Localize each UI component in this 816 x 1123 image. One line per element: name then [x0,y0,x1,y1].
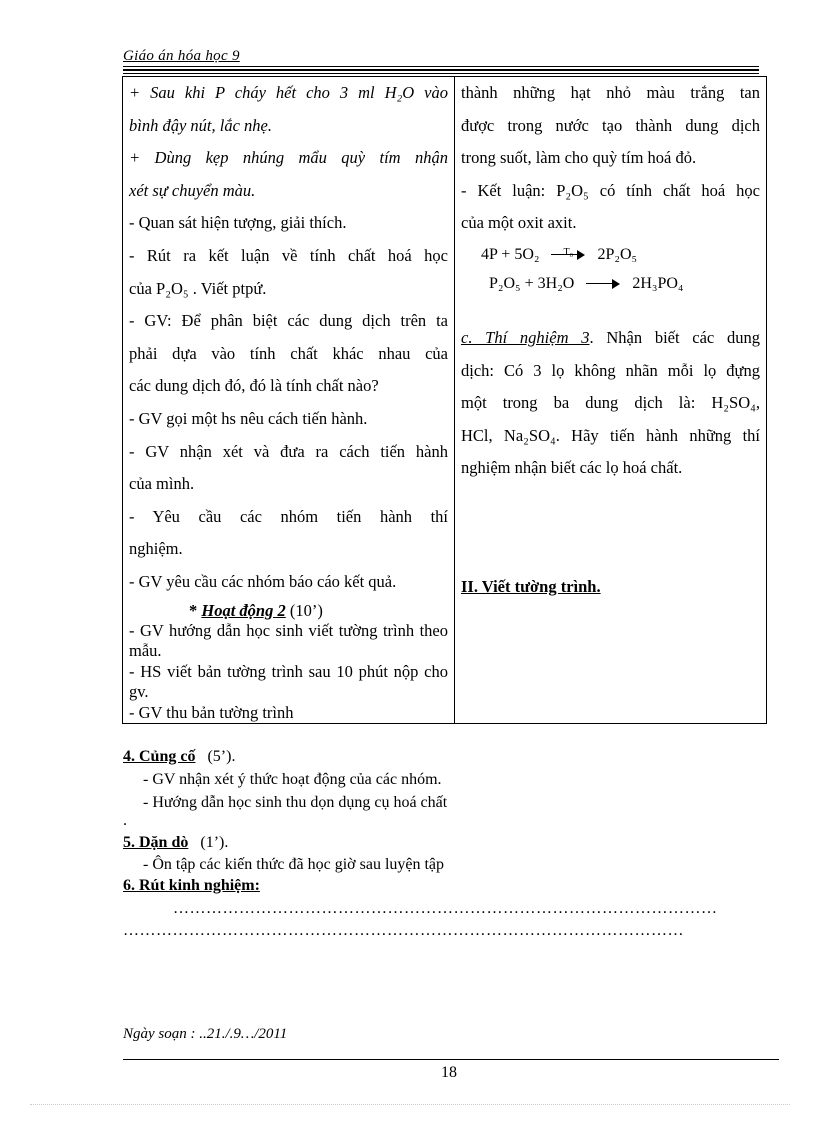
left-line: - Rút ra kết luận về tính chất hoá học [129,245,448,265]
section-6-title: 6. Rút kinh nghiệm: [123,877,260,894]
reaction-condition: T₀ [563,247,574,259]
teacher-activity-cell [123,77,455,724]
activity-title: Hoạt động 2 [201,600,286,620]
right-line: trong suốt, làm cho quỳ tím hoá đỏ. [461,148,697,168]
left-line: - Yêu cầu các nhóm tiến hành thí [129,506,448,526]
experiment-heading [461,322,760,355]
activity-prefix: * [189,600,202,620]
equation-1 [461,240,760,269]
header-title: Giáo án hóa học 9 [123,48,240,64]
left-line: của mình. [129,474,195,494]
header-rule-bottom [123,73,759,74]
activity-item: - GV hướng dẫn học sinh viết tường trình theo mẫu. [129,620,448,660]
equation-1-left: 4P + 5O₂ [481,245,540,263]
section-4-item: - Hướng dẫn học sinh thu dọn dụng cụ hoá chất [143,794,448,811]
header-rule-thick [123,69,759,71]
header-rule [123,66,759,67]
section-5-title: 5. Dặn dò [123,834,189,851]
right-line: nghiệm nhận biết các lọ hoá chất. [461,458,683,478]
reaction-arrow-icon [551,247,585,260]
section-5-item: - Ôn tập các kiến thức đã học giờ sau luyện tập [143,856,445,873]
section-6 [123,877,763,895]
equation-2-left: P₂O₅ + 3H₂O [489,274,575,292]
right-line: của một oxit axit. [461,213,577,233]
left-line: phải dựa vào tính chất khác nhau của [129,343,448,363]
activity-item: - HS viết bản tường trình sau 10 phút nộp cho gv. [129,661,448,701]
section-4-time: (5’). [207,748,236,765]
page-bottom-border [30,1104,790,1105]
right-line: dịch: Có 3 lọ không nhãn mỗi lọ đựng [461,360,760,380]
section-2-title: II. Viết tường trình. [461,576,601,596]
left-line: nghiệm. [129,539,183,559]
equation-1-right: 2P₂O₅ [597,245,638,263]
left-line: - GV: Để phân biệt các dung dịch trên ta [129,311,448,331]
notes-dotted-line: ………………………………………………………………………………………… [123,922,684,939]
left-line: các dung dịch đó, đó là tính chất nào? [129,376,379,396]
section-5 [123,832,763,876]
left-line: - Quan sát hiện tượng, giải thích. [129,213,347,233]
left-line: xét sự chuyển màu. [129,180,256,200]
right-line: một trong ba dung dịch là: H₂SO₄, [461,393,760,413]
notes-dotted-line: ……………………………………………………………………………………… [173,900,718,917]
left-line: bình đậy nút, lắc nhẹ. [129,115,272,135]
right-line: thành những hạt nhỏ màu trắng tan [461,83,760,102]
experiment-text: . Nhận biết các dung [589,327,760,347]
activity-item: - GV thu bản tường trình [129,702,294,722]
experiment-title: c. Thí nghiệm 3 [461,327,590,347]
right-line: HCl, Na₂SO₄. Hãy tiến hành những thí [461,425,760,445]
equation-2-right: 2H₃PO₄ [632,274,684,292]
reaction-arrow-icon [586,279,620,289]
section-4 [123,745,763,828]
equation-2 [461,269,760,298]
lesson-table [122,76,767,724]
left-line: + Dùng kẹp nhúng mẩu quỳ tím nhận [129,148,448,168]
activity-time: (10’) [289,600,323,620]
page-number: 18 [441,1064,457,1081]
right-line: được trong nước tạo thành dung dịch [461,115,760,135]
section-5-time: (1’). [200,834,229,851]
footer-rule [123,1059,779,1060]
right-line: - Kết luận: P₂O₅ có tính chất hoá học [461,180,760,200]
section-4-item: - GV nhận xét ý thức hoạt động của các nhóm. [143,771,442,788]
section-4-trailing: . [123,812,127,829]
student-activity-cell [455,77,767,724]
left-line: của P₂O₅ . Viết ptpứ. [129,278,267,298]
left-line: - GV yêu cầu các nhóm báo cáo kết quả. [129,571,397,591]
section-4-title: 4. Củng cố [123,748,196,765]
left-line: - GV nhận xét và đưa ra cách tiến hành [129,441,448,461]
activity-heading [129,601,448,621]
prepared-date: Ngày soạn : ..21./.9…/2011 [123,1026,288,1042]
left-line: - GV gọi một hs nêu cách tiến hành. [129,408,368,428]
left-line: + Sau khi P cháy hết cho 3 ml H₂O vào [129,83,448,102]
